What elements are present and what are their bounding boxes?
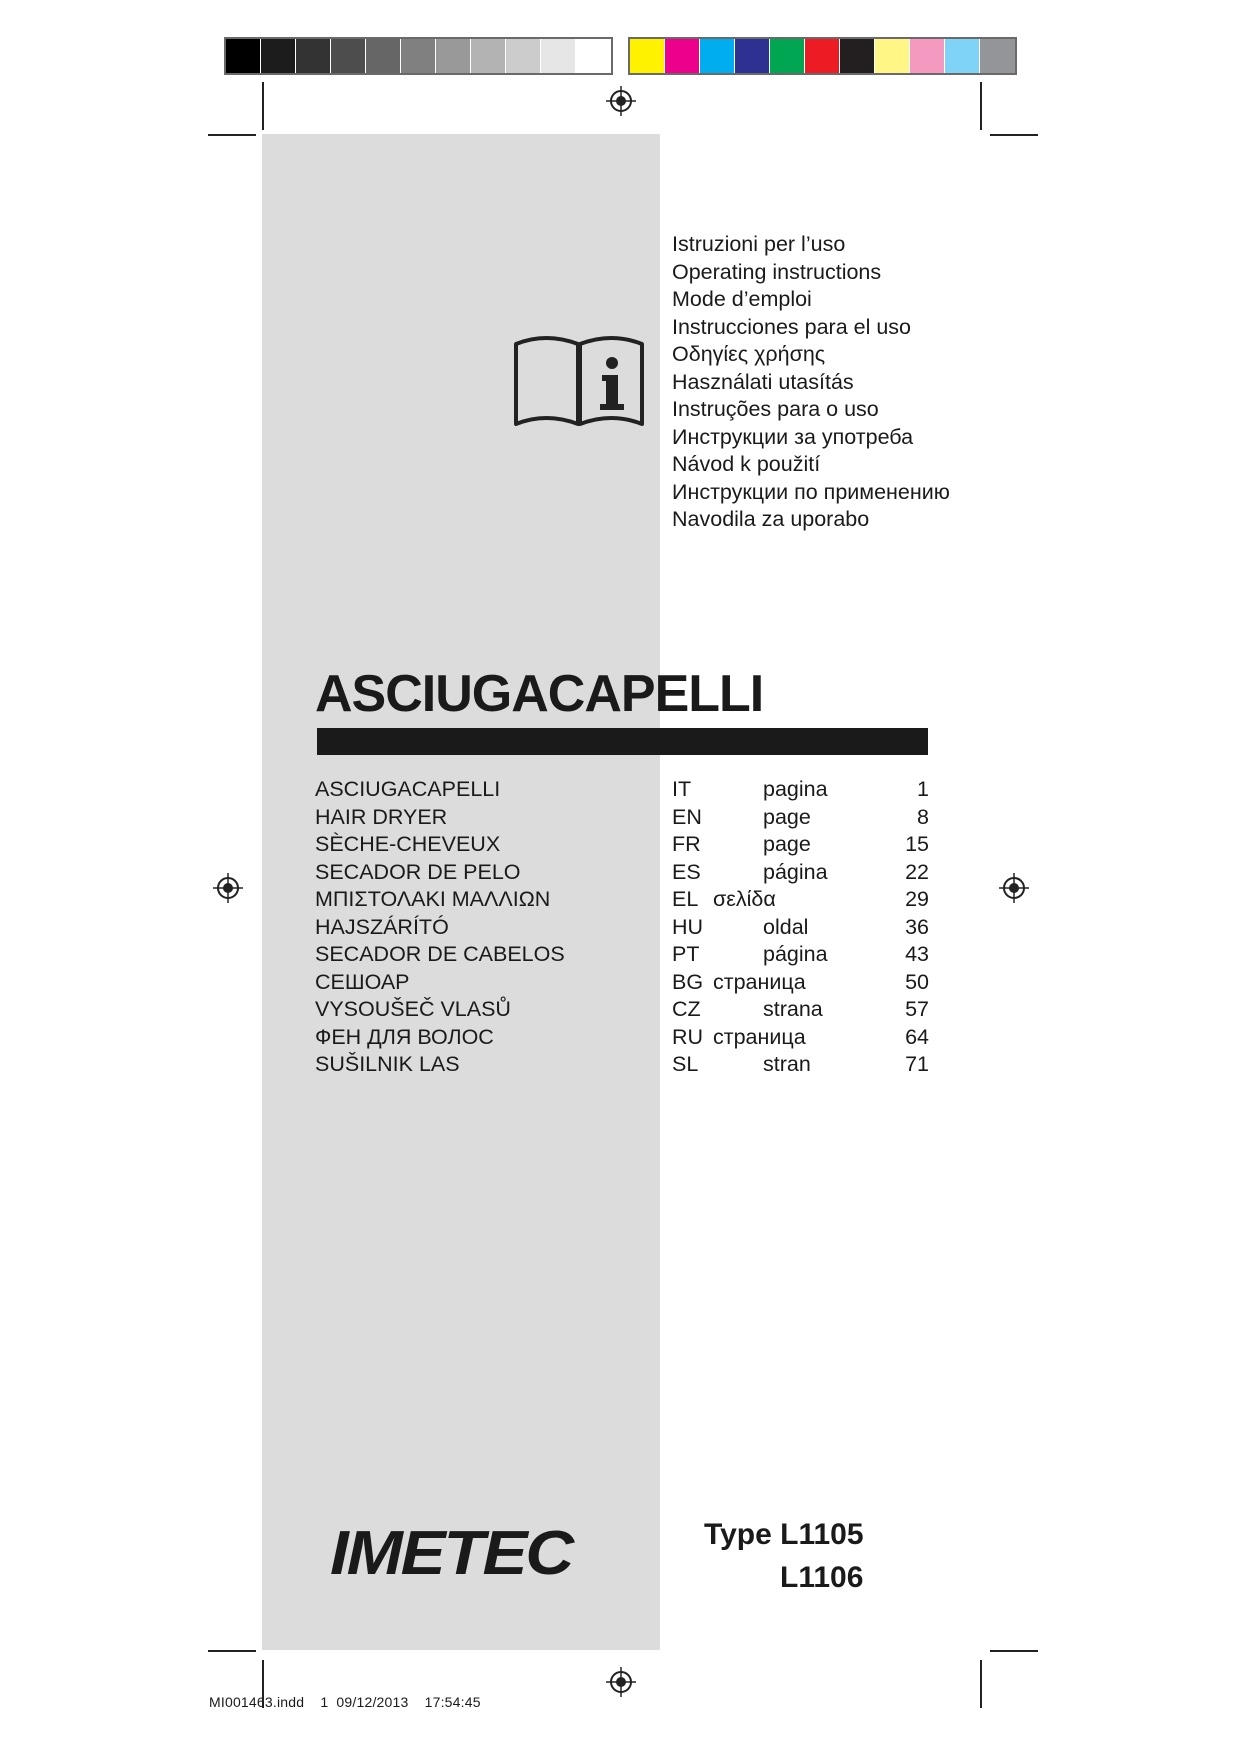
slug-file: MI001463.indd (209, 1694, 305, 1710)
instructions-item: Használati utasítás (672, 369, 854, 394)
color-swatch (770, 39, 805, 73)
toc-page-number: 8 (917, 804, 929, 829)
toc-row (315, 804, 929, 832)
toc-page-word: página (763, 859, 828, 884)
instructions-item: Instruções para o uso (672, 397, 879, 421)
toc-page-number: 36 (905, 914, 929, 939)
color-calibration-bar (628, 37, 1017, 75)
color-swatch (805, 39, 840, 73)
toc-row (315, 831, 929, 859)
toc-language-code: HU (672, 914, 704, 939)
svg-text:IMETEC: IMETEC (330, 1519, 576, 1588)
color-swatch (840, 39, 875, 73)
color-swatch (331, 39, 366, 73)
toc-language-code: ES (672, 859, 701, 884)
toc-page-word: strana (763, 997, 823, 1021)
instructions-item: Návod k použití (672, 452, 821, 476)
toc-page-word: page (763, 832, 811, 856)
slug-page: 1 (320, 1694, 329, 1710)
toc-page-word: страница (713, 969, 806, 994)
toc-product-name: ΜΠΙΣΤΟΛΑΚΙ ΜΑΛΛΙΩΝ (315, 887, 551, 911)
book-info-icon (512, 330, 646, 430)
print-slug (209, 1694, 493, 1710)
instructions-item: Mode d’emploi (672, 287, 812, 311)
main-title: ASCIUGACAPELLI (315, 665, 764, 723)
title-rule (317, 728, 928, 755)
toc-page-word: oldal (763, 914, 809, 939)
toc-page-number: 64 (905, 1024, 929, 1049)
toc-product-name: HAIR DRYER (315, 804, 448, 829)
toc-row (315, 859, 929, 887)
toc-product-name: ASCIUGACAPELLI (315, 777, 501, 801)
color-swatch (576, 39, 611, 73)
color-swatch (700, 39, 735, 73)
crop-mark (990, 1650, 1038, 1652)
toc-language-code: SL (672, 1052, 699, 1076)
color-swatch (471, 39, 506, 73)
crop-mark (980, 1660, 982, 1708)
toc-page-word: stran (763, 1052, 811, 1076)
registration-mark-icon (999, 873, 1029, 903)
crop-mark (208, 134, 256, 136)
toc-language-code: BG (672, 969, 704, 994)
toc-language-code: RU (672, 1024, 704, 1049)
color-swatch (366, 39, 401, 73)
toc-language-code: EL (672, 887, 699, 911)
toc-product-name: SECADOR DE PELO (315, 859, 521, 884)
color-swatch (910, 39, 945, 73)
toc-page-number: 50 (905, 969, 929, 994)
color-swatch (945, 39, 980, 73)
toc-page-number: 29 (905, 887, 929, 911)
slug-date: 09/12/2013 (336, 1694, 409, 1710)
color-swatch (665, 39, 700, 73)
toc-language-code: CZ (672, 997, 701, 1021)
toc-page-word: page (763, 804, 811, 829)
color-swatch (436, 39, 471, 73)
table-of-contents (315, 776, 929, 1079)
instructions-item: Operating instructions (672, 259, 882, 284)
color-swatch (506, 39, 541, 73)
color-swatch (226, 39, 261, 73)
crop-mark (208, 1650, 256, 1652)
registration-mark-icon (606, 1667, 636, 1697)
toc-page-number: 43 (905, 942, 929, 966)
toc-row (315, 776, 929, 804)
registration-mark-icon (606, 86, 636, 116)
instructions-item: Navodila za uporabo (672, 507, 870, 531)
color-swatch (296, 39, 331, 73)
toc-row (315, 941, 929, 969)
toc-page-number: 15 (905, 832, 929, 856)
toc-row (315, 1051, 929, 1079)
toc-product-name: SUŠILNIK LAS (315, 1052, 460, 1076)
toc-page-number: 22 (905, 859, 929, 884)
crop-mark (990, 134, 1038, 136)
grayscale-calibration-bar (224, 37, 613, 75)
toc-page-word: página (763, 942, 828, 966)
toc-product-name: HAJSZÁRÍTÓ (315, 914, 449, 939)
color-swatch (980, 39, 1015, 73)
instructions-item: Instrucciones para el uso (672, 314, 912, 339)
toc-page-word: страница (713, 1024, 806, 1049)
model-type-label-secondary: L1106 (780, 1561, 864, 1594)
toc-product-name: SECADOR DE CABELOS (315, 942, 565, 966)
toc-language-code: EN (672, 804, 702, 829)
crop-mark (262, 82, 264, 130)
color-swatch (401, 39, 436, 73)
toc-row (315, 914, 929, 942)
toc-product-name: СЕШОАР (315, 969, 410, 994)
color-swatch (541, 39, 576, 73)
instructions-item: Инструкции за употреба (672, 424, 914, 449)
toc-row (315, 1024, 929, 1052)
color-swatch (261, 39, 296, 73)
toc-language-code: IT (672, 777, 692, 801)
toc-page-word: σελίδα (713, 887, 776, 911)
instructions-item: Istruzioni per l’uso (672, 232, 846, 256)
toc-page-number: 71 (905, 1052, 929, 1076)
toc-page-word: pagina (763, 777, 828, 801)
instructions-list (672, 231, 950, 534)
crop-mark (980, 82, 982, 130)
toc-page-number: 1 (917, 777, 929, 801)
toc-product-name: ФЕН ДЛЯ ВОЛОС (315, 1024, 494, 1049)
toc-page-number: 57 (905, 997, 929, 1021)
toc-row (315, 886, 929, 914)
toc-row (315, 969, 929, 997)
registration-mark-icon (213, 873, 243, 903)
color-swatch (875, 39, 910, 73)
color-swatch (735, 39, 770, 73)
instructions-item: Οδηγίες χρήσης (672, 342, 826, 366)
color-swatch (630, 39, 665, 73)
toc-product-name: VYSOUŠEČ VLASŮ (315, 997, 511, 1021)
toc-language-code: PT (672, 942, 700, 966)
toc-row (315, 996, 929, 1024)
toc-product-name: SÈCHE-CHEVEUX (315, 832, 501, 856)
instructions-item: Инструкции по применению (672, 479, 950, 504)
model-type-label: Type L1105 (704, 1518, 864, 1551)
toc-language-code: FR (672, 832, 701, 856)
imetec-logo (328, 1518, 576, 1590)
slug-time: 17:54:45 (424, 1694, 481, 1710)
